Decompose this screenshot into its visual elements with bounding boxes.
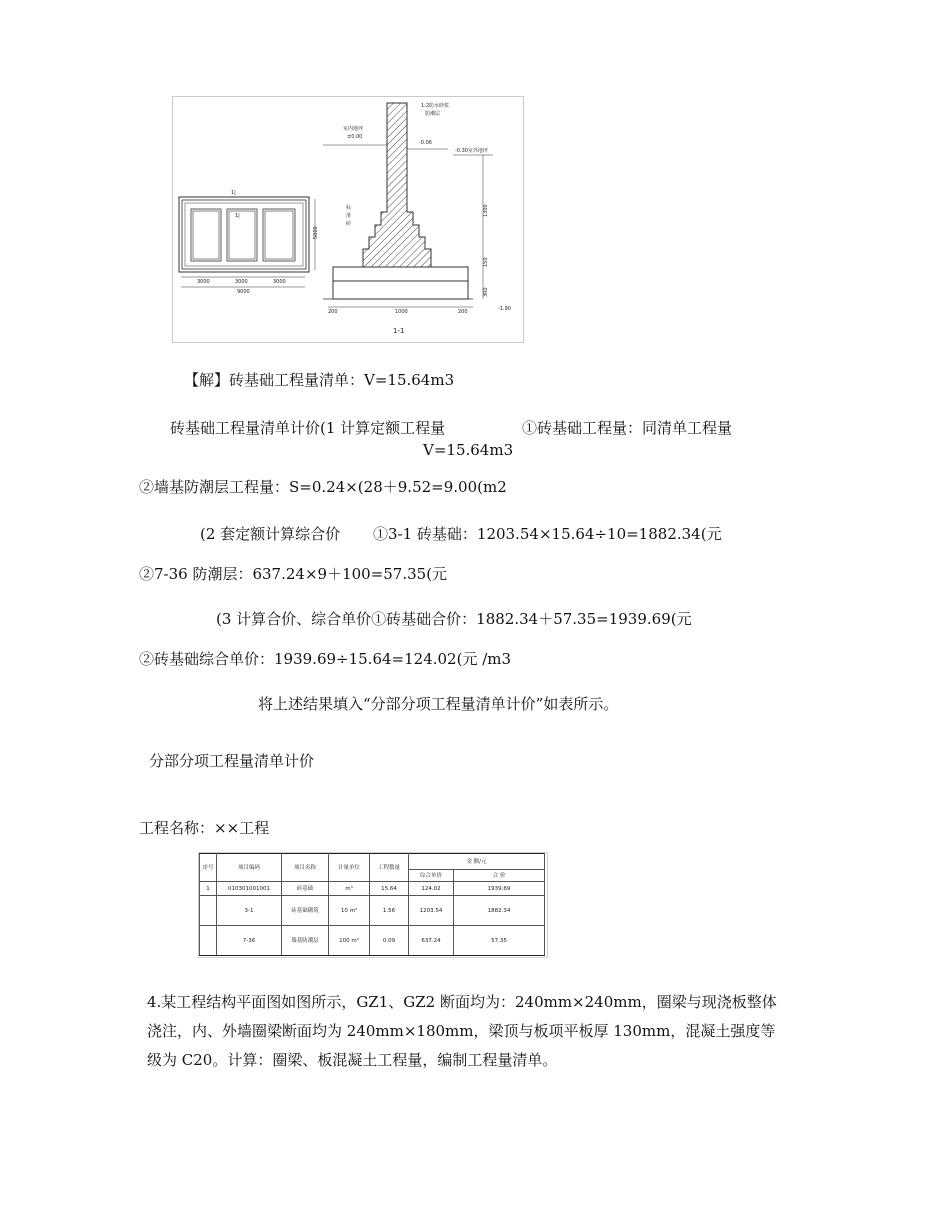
dim-200a: 200	[328, 309, 338, 315]
th-name: 项目名称	[282, 854, 329, 882]
cell-total: 1939.69	[454, 882, 545, 896]
th-total: 合 价	[454, 870, 545, 882]
dim-200b: 200	[458, 309, 468, 315]
cell-code: 7-36	[217, 926, 282, 956]
indoor-elev-label: ±0.00	[347, 134, 363, 140]
dim-300: 300	[483, 287, 489, 297]
cell-qty: 0.09	[370, 926, 409, 956]
table-row	[200, 882, 545, 896]
table-row	[200, 896, 545, 926]
cell-qty: 1.56	[370, 896, 409, 926]
brick-label-2: 准	[346, 213, 352, 219]
outdoor-label: -0.30室外地坪	[455, 148, 488, 154]
plan-dim-3: 3000	[273, 279, 286, 285]
cell-total: 57.35	[454, 926, 545, 956]
cell-unit: 100 m²	[329, 926, 370, 956]
th-unit-price: 综合单价	[409, 870, 454, 882]
cell-unit-price: 1203.54	[409, 896, 454, 926]
cell-no	[200, 896, 217, 926]
brick-label-1: 标	[346, 205, 352, 211]
solution-line-2b: ①砖基础工程量：同清单工程量	[522, 419, 733, 437]
table-row	[200, 926, 545, 956]
th-code: 项目编码	[217, 854, 282, 882]
cell-no	[200, 926, 217, 956]
foundation-drawing-figure	[172, 96, 524, 343]
cell-unit: 10 m³	[329, 896, 370, 926]
solution-line-8: 将上述结果填入“分部分项工程量清单计价”如表所示。	[258, 695, 619, 713]
solution-line-4b: ①3-1 砖基础：1203.54×15.64÷10=1882.34(元	[373, 525, 722, 543]
plan-dim-1: 3000	[197, 279, 210, 285]
solution-line-1: 【解】砖基础工程量清单：V=15.64m3	[184, 371, 455, 389]
cell-no: 1	[200, 882, 217, 896]
th-unit: 计量单位	[329, 854, 370, 882]
th-no: 序号	[200, 854, 217, 882]
cell-code: 010301001001	[217, 882, 282, 896]
indoor-floor-label: 室内地坪	[343, 126, 364, 132]
cell-code: 3-1	[217, 896, 282, 926]
section-view	[323, 102, 511, 335]
brick-label-3: 砖	[346, 221, 352, 227]
plan-view	[179, 190, 319, 295]
solution-line-5: ②7-36 防潮层：637.24×9＋100=57.35(元	[139, 565, 448, 583]
dim-150: 150	[483, 257, 489, 267]
elev-minus006: -0.06	[419, 140, 432, 146]
cell-unit: m³	[329, 882, 370, 896]
moisture-layer-label: 1:2防水砂浆	[421, 103, 450, 109]
cell-unit-price: 124.02	[409, 882, 454, 896]
problem-text: 4.某工程结构平面图如图所示，GZ1、GZ2 断面均为：240mm×240mm，圈梁与现浇板整体浇注，内、外墙圈梁断面均为 240mm×180mm，梁顶与板项平板厚 130mm，混凝土强度等级为 C20。计算：圈梁、板混凝土工程量，编制工程量清单。	[147, 993, 777, 1069]
plan-mid-label: 1|	[235, 213, 240, 219]
cell-name: 砖基础	[282, 882, 329, 896]
foundation-drawing	[173, 97, 523, 342]
table-title: 分部分项工程量清单计价	[149, 752, 315, 770]
th-qty: 工程数量	[370, 854, 409, 882]
bill-table-figure	[198, 852, 548, 958]
th-amount: 金 额/元	[409, 854, 545, 870]
solution-line-3: ②墙基防潮层工程量：S=0.24×(28＋9.52=9.00(m2	[139, 478, 507, 496]
dim-1000: 1000	[395, 309, 408, 315]
elev-minus190: -1.90	[498, 306, 511, 312]
section-label: 1-1	[393, 327, 405, 335]
moisture-layer-label-2: 防潮层	[425, 111, 441, 117]
solution-line-4a: (2 套定额计算综合价	[200, 525, 341, 543]
solution-line-2c: V=15.64m3	[423, 441, 514, 459]
bill-table	[199, 853, 545, 956]
cell-qty: 15.64	[370, 882, 409, 896]
plan-dim-total: 9000	[237, 289, 250, 295]
solution-line-7: ②砖基础综合单价：1939.69÷15.64=124.02(元 /m3	[139, 650, 512, 668]
dim-1300: 1300	[483, 204, 489, 217]
cell-total: 1882.34	[454, 896, 545, 926]
plan-top-label: 1|	[231, 190, 236, 196]
cell-unit-price: 637.24	[409, 926, 454, 956]
solution-line-6: (3 计算合价、综合单价①砖基础合价：1882.34＋57.35=1939.69(元	[216, 610, 692, 628]
cell-name: 砖基础砌筑	[282, 896, 329, 926]
plan-dim-side: 5000	[313, 226, 319, 239]
solution-line-2a: 砖基础工程量清单计价(1 计算定额工程量	[170, 419, 446, 437]
project-name: 工程名称：××工程	[139, 819, 270, 837]
cell-name: 墙基防潮层	[282, 926, 329, 956]
plan-dim-2: 3000	[235, 279, 248, 285]
